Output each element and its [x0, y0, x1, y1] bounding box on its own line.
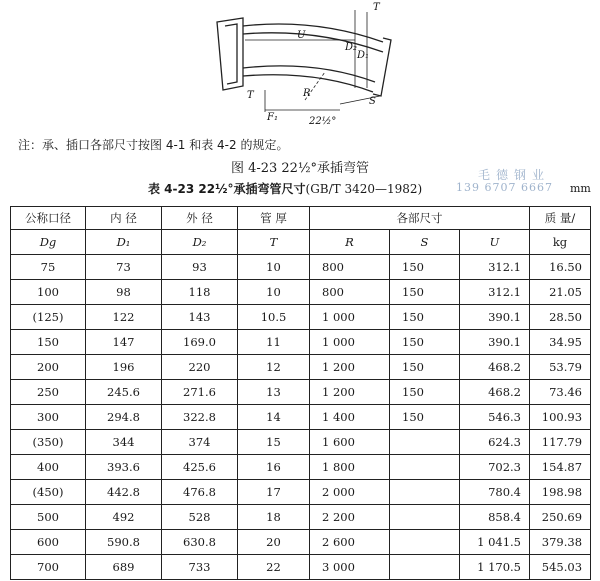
label-t-top: T [373, 2, 380, 13]
cell-m: 73.46 [530, 380, 591, 405]
cell-m: 198.98 [530, 480, 591, 505]
cell-d2: 118 [162, 280, 238, 305]
cell-s: 150 [390, 305, 460, 330]
cell-d1: 590.8 [86, 530, 162, 555]
cell-d1: 344 [86, 430, 162, 455]
table-row [11, 480, 591, 505]
cell-d2: 425.6 [162, 455, 238, 480]
cell-d1: 73 [86, 255, 162, 280]
header-r: R [310, 230, 390, 255]
cell-m: 28.50 [530, 305, 591, 330]
cell-m: 34.95 [530, 330, 591, 355]
header-u: U [460, 230, 530, 255]
header-d2-sym: D₂ [162, 230, 238, 255]
table-row [11, 330, 591, 355]
table-row [11, 305, 591, 330]
header-d1-sym: D₁ [86, 230, 162, 255]
cell-r: 800 [310, 255, 390, 280]
cell-d1: 689 [86, 555, 162, 580]
cell-r: 1 400 [310, 405, 390, 430]
header-t-sym: T [238, 230, 310, 255]
cell-d2: 271.6 [162, 380, 238, 405]
cell-u: 858.4 [460, 505, 530, 530]
cell-u: 468.2 [460, 355, 530, 380]
cell-dg: 75 [11, 255, 86, 280]
cell-d2: 93 [162, 255, 238, 280]
cell-t: 18 [238, 505, 310, 530]
label-s: S [369, 96, 376, 107]
cell-u: 702.3 [460, 455, 530, 480]
cell-dg: (350) [11, 430, 86, 455]
cell-dg: 150 [11, 330, 86, 355]
header-s: S [390, 230, 460, 255]
cell-r: 1 600 [310, 430, 390, 455]
label-d2: D₂ [345, 42, 358, 53]
cell-t: 17 [238, 480, 310, 505]
cell-m: 100.93 [530, 405, 591, 430]
cell-r: 2 600 [310, 530, 390, 555]
header-d1: 内 径 [86, 207, 162, 230]
cell-t: 15 [238, 430, 310, 455]
table-row [11, 255, 591, 280]
table-row [11, 455, 591, 480]
dimension-table [10, 206, 591, 580]
cell-dg: 600 [11, 530, 86, 555]
cell-u: 1 041.5 [460, 530, 530, 555]
cell-dg: 400 [11, 455, 86, 480]
table-row [11, 355, 591, 380]
cell-r: 2 200 [310, 505, 390, 530]
cell-t: 14 [238, 405, 310, 430]
cell-t: 16 [238, 455, 310, 480]
watermark-name: 毛德钢业 [478, 168, 551, 182]
label-u: U [297, 30, 306, 41]
cell-u: 546.3 [460, 405, 530, 430]
cell-d1: 492 [86, 505, 162, 530]
cell-dg: 100 [11, 280, 86, 305]
cell-u: 1 170.5 [460, 555, 530, 580]
cell-d1: 442.8 [86, 480, 162, 505]
cell-u: 390.1 [460, 330, 530, 355]
cell-d1: 147 [86, 330, 162, 355]
cell-d2: 528 [162, 505, 238, 530]
cell-r: 1 000 [310, 305, 390, 330]
cell-dg: 300 [11, 405, 86, 430]
cell-m: 16.50 [530, 255, 591, 280]
cell-t: 13 [238, 380, 310, 405]
cell-s [390, 530, 460, 555]
label-t-bottom: T [247, 90, 254, 101]
cell-d1: 245.6 [86, 380, 162, 405]
watermark-phone: 139 6707 6667 [456, 181, 553, 194]
cell-u: 624.3 [460, 430, 530, 455]
cell-d2: 220 [162, 355, 238, 380]
cell-u: 390.1 [460, 305, 530, 330]
cell-d1: 122 [86, 305, 162, 330]
header-mass: 质 量/ [530, 207, 591, 230]
header-dg: 公称口径 [11, 207, 86, 230]
cell-t: 10.5 [238, 305, 310, 330]
cell-r: 2 000 [310, 480, 390, 505]
cell-m: 379.38 [530, 530, 591, 555]
cell-s [390, 480, 460, 505]
cell-dg: 250 [11, 380, 86, 405]
unit-label: mm [570, 182, 591, 195]
table-title: 表 4-23 22½°承插弯管尺寸(GB/T 3420—1982) [148, 182, 423, 196]
cell-r: 1 800 [310, 455, 390, 480]
cell-r: 3 000 [310, 555, 390, 580]
cell-d2: 169.0 [162, 330, 238, 355]
cell-s: 150 [390, 330, 460, 355]
label-r: R [303, 88, 311, 99]
cell-s [390, 555, 460, 580]
cell-dg: 500 [11, 505, 86, 530]
label-f1: F₁ [267, 112, 278, 123]
cell-d1: 393.6 [86, 455, 162, 480]
cell-r: 1 200 [310, 380, 390, 405]
cell-r: 800 [310, 280, 390, 305]
cell-t: 12 [238, 355, 310, 380]
table-row [11, 430, 591, 455]
cell-t: 10 [238, 255, 310, 280]
header-t: 管 厚 [238, 207, 310, 230]
table-row [11, 555, 591, 580]
cell-s [390, 430, 460, 455]
cell-d2: 733 [162, 555, 238, 580]
cell-d1: 196 [86, 355, 162, 380]
header-mass-unit: kg [530, 230, 591, 255]
cell-s: 150 [390, 355, 460, 380]
cell-m: 21.05 [530, 280, 591, 305]
header-parts: 各部尺寸 [310, 207, 530, 230]
table-row [11, 280, 591, 305]
cell-u: 312.1 [460, 255, 530, 280]
cell-u: 780.4 [460, 480, 530, 505]
cell-dg: 700 [11, 555, 86, 580]
cell-r: 1 200 [310, 355, 390, 380]
note-text: 注：承、插口各部尺寸按图 4-1 和表 4-2 的规定。 [18, 138, 289, 152]
cell-m: 250.69 [530, 505, 591, 530]
header-dg-sym: Dg [11, 230, 86, 255]
cell-m: 545.03 [530, 555, 591, 580]
cell-m: 53.79 [530, 355, 591, 380]
cell-dg: (450) [11, 480, 86, 505]
cell-s [390, 455, 460, 480]
table-row [11, 505, 591, 530]
figure-caption: 图 4-23 22½°承插弯管 [230, 161, 370, 176]
cell-m: 117.79 [530, 430, 591, 455]
cell-u: 312.1 [460, 280, 530, 305]
label-angle: 22½° [309, 116, 337, 127]
cell-m: 154.87 [530, 455, 591, 480]
cell-d2: 630.8 [162, 530, 238, 555]
cell-s: 150 [390, 380, 460, 405]
cell-d2: 322.8 [162, 405, 238, 430]
table-row [11, 380, 591, 405]
cell-d2: 476.8 [162, 480, 238, 505]
cell-t: 11 [238, 330, 310, 355]
cell-d2: 143 [162, 305, 238, 330]
header-d2: 外 径 [162, 207, 238, 230]
cell-s [390, 505, 460, 530]
cell-t: 10 [238, 280, 310, 305]
cell-s: 150 [390, 280, 460, 305]
label-d1: D₁ [357, 50, 370, 61]
cell-r: 1 000 [310, 330, 390, 355]
cell-t: 20 [238, 530, 310, 555]
cell-d2: 374 [162, 430, 238, 455]
cell-s: 150 [390, 255, 460, 280]
cell-s: 150 [390, 405, 460, 430]
table-row [11, 530, 591, 555]
bend-pipe-drawing [205, 0, 405, 132]
cell-dg: (125) [11, 305, 86, 330]
cell-d1: 98 [86, 280, 162, 305]
cell-u: 468.2 [460, 380, 530, 405]
cell-t: 22 [238, 555, 310, 580]
table-standard: (GB/T 3420—1982) [305, 182, 423, 196]
table-row [11, 405, 591, 430]
cell-d1: 294.8 [86, 405, 162, 430]
cell-dg: 200 [11, 355, 86, 380]
